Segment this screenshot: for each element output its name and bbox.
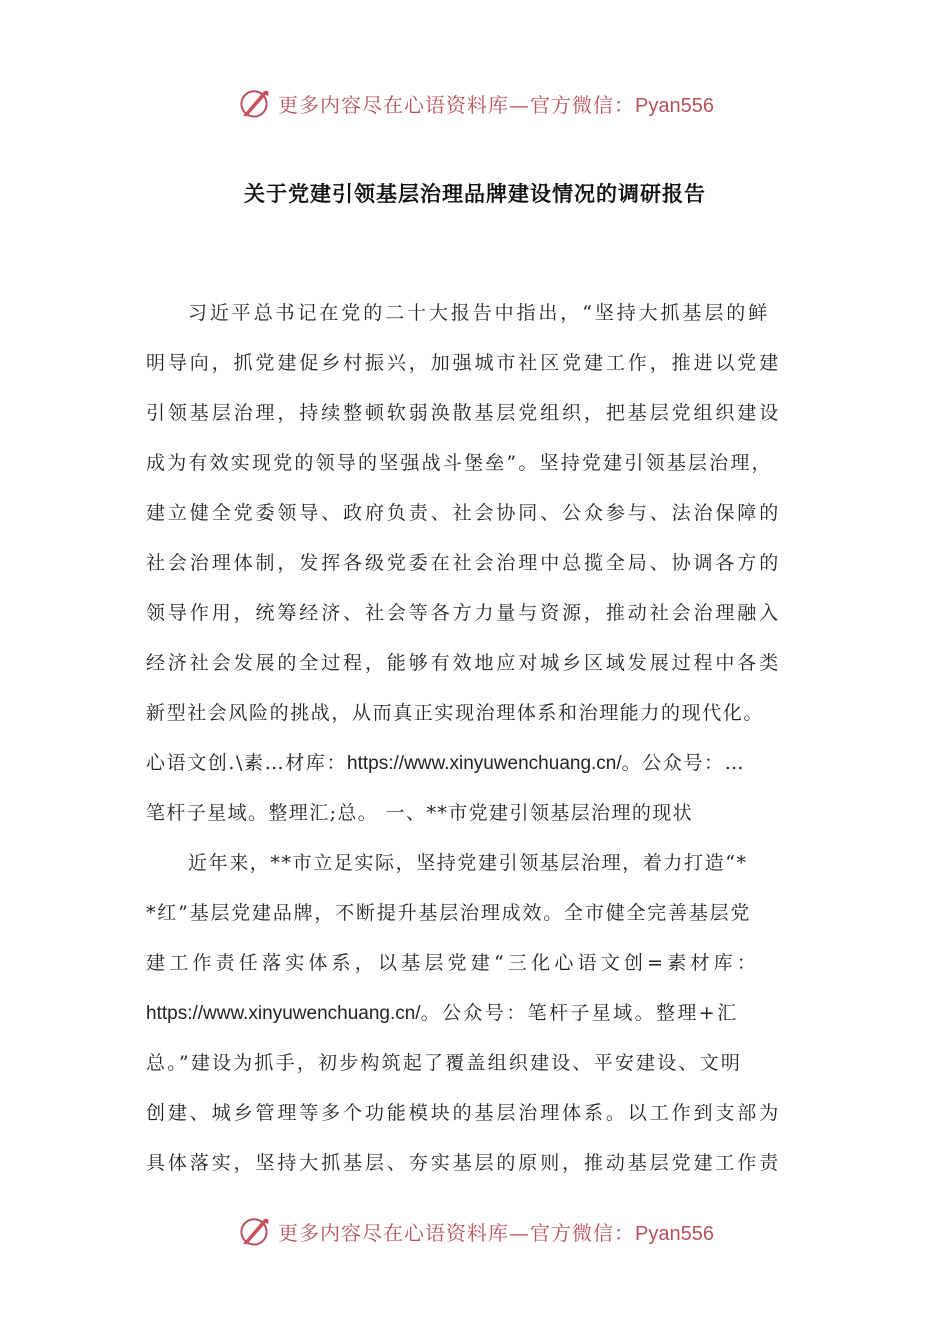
body-line: 引领基层治理，持续整顿软弱涣散基层党组织，把基层党组织建设 bbox=[146, 402, 782, 424]
body-line: 经济社会发展的全过程，能够有效地应对城乡区域发展过程中各类 bbox=[146, 652, 782, 674]
body-line: 习近平总书记在党的二十大报告中指出，“坚持大抓基层的鲜 bbox=[188, 302, 771, 324]
body-line-with-link: 心语文创.\素…材库：https://www.xinyuwenchuang.cn/。公众号：… bbox=[146, 752, 746, 774]
body-line: 建工作责任落实体系，以基层党建“三化心语文创=素材库： bbox=[146, 952, 761, 974]
body-line: 总。”建设为抓手，初步构筑起了覆盖组织建设、平安建设、文明 bbox=[146, 1052, 743, 1074]
body-line-section-heading: 笔杆子星域。整理汇;总。 一、**市党建引领基层治理的现状 bbox=[146, 802, 694, 824]
wechat-id: Pyan556 bbox=[635, 1222, 714, 1245]
banner-text: 更多内容尽在心语资料库—官方微信：Pyan556 bbox=[278, 92, 714, 117]
body-line: 新型社会风险的挑战，从而真正实现治理体系和治理能力的现代化。 bbox=[146, 702, 765, 724]
wechat-id: Pyan556 bbox=[635, 94, 714, 117]
footer-banner bbox=[0, 1211, 950, 1251]
website-link[interactable]: https://www.xinyuwenchuang.cn/ bbox=[146, 1003, 421, 1024]
website-link[interactable]: https://www.xinyuwenchuang.cn/ bbox=[347, 753, 622, 774]
body-line: 建立健全党委领导、政府负责、社会协同、公众参与、法治保障的 bbox=[146, 502, 782, 524]
quill-logo-icon bbox=[236, 85, 272, 121]
body-line: 领导作用，统筹经济、社会等各方力量与资源，推动社会治理融入 bbox=[146, 602, 782, 624]
body-line: 社会治理体制，发挥各级党委在社会治理中总揽全局、协调各方的 bbox=[146, 552, 782, 574]
body-line-with-link: https://www.xinyuwenchuang.cn/。公众号：笔杆子星域。整理+汇 bbox=[146, 1002, 739, 1024]
body-line: 近年来，**市立足实际，坚持党建引领基层治理，着力打造“* bbox=[188, 852, 748, 874]
body-line: *红”基层党建品牌，不断提升基层治理成效。全市健全完善基层党 bbox=[146, 902, 752, 924]
body-line: 创建、城乡管理等多个功能模块的基层治理体系。以工作到支部为 bbox=[146, 1102, 782, 1124]
header-banner bbox=[0, 83, 950, 123]
body-line: 具体落实，坚持大抓基层、夯实基层的原则，推动基层党建工作责 bbox=[146, 1152, 782, 1174]
body-line: 成为有效实现党的领导的坚强战斗堡垒”。坚持党建引领基层治理， bbox=[146, 452, 773, 474]
banner-text: 更多内容尽在心语资料库—官方微信：Pyan556 bbox=[278, 1220, 714, 1245]
quill-logo-icon bbox=[236, 1213, 272, 1249]
body-line: 明导向，抓党建促乡村振兴，加强城市社区党建工作，推进以党建 bbox=[146, 352, 782, 374]
page-title: 关于党建引领基层治理品牌建设情况的调研报告 bbox=[244, 182, 706, 206]
